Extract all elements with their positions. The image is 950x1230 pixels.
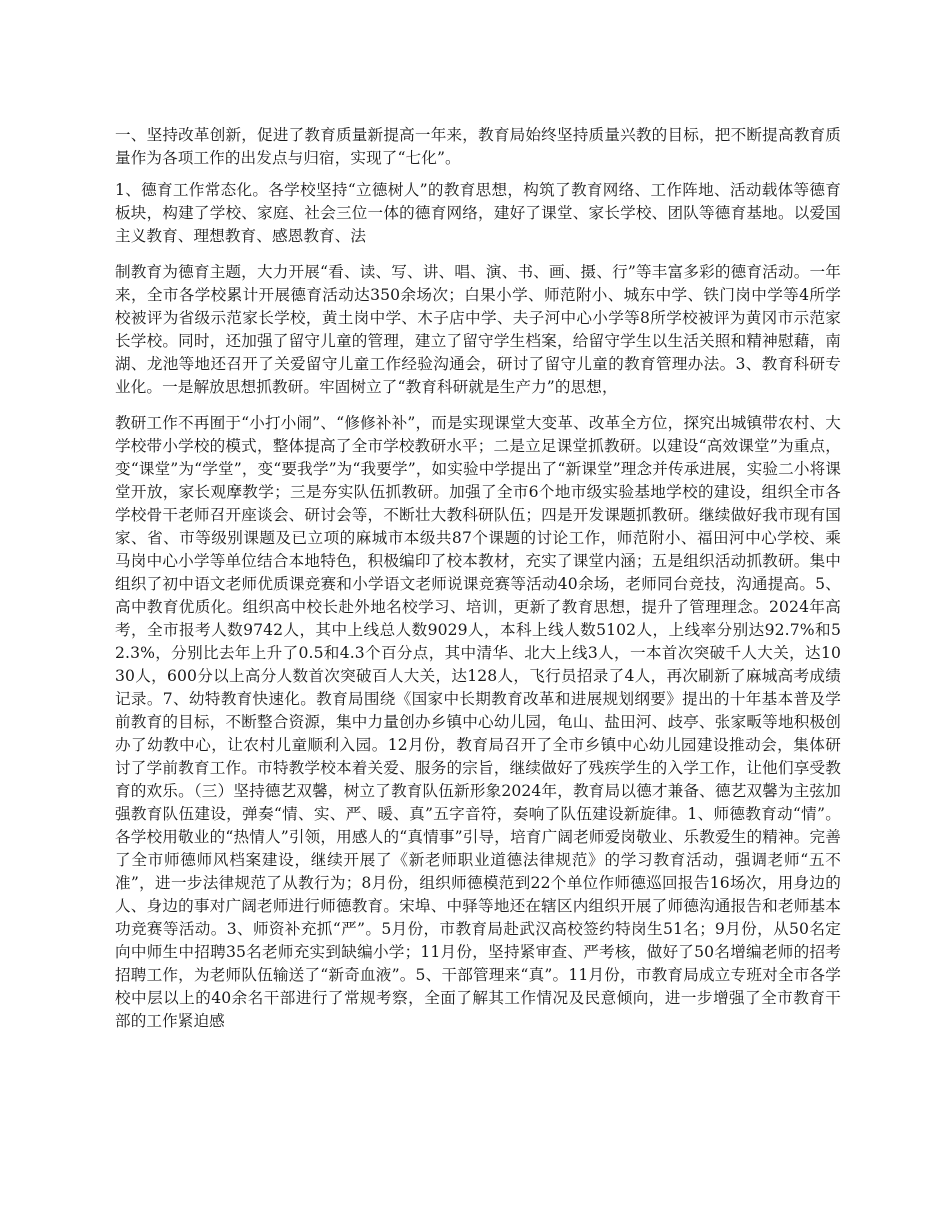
document-body <box>115 124 841 1033</box>
paragraph-research-and-teachers: 教研工作不再囿于“小打小闹”、“修修补补”，而是实现课堂大变革、改革全方位，探究出城镇带农村、大学校带小学校的模式，整体提高了全市学校教研水平；二是立足课堂抓教研。以建设“高效课堂”为重点，变“课堂”为“学堂”，变“要我学”为“我要学”，如实验中学提出了“新课堂”理念并传承进展，实验二小将课堂开放，家长观摩教学；三是夯实队伍抓教研。加强了全市6个地市级实验基地学校的建设，组织全市各学校骨干老师召开座谈会、研讨会等，不断壮大教科研队伍；四是开发课题抓教研。继续做好我市现有国家、省、市等级别课题及已立项的麻城市本级共87个课题的讨论工作，师范附小、福田河中心学校、乘马岗中心小学等单位结合本地特色，积极编印了校本教材，充实了课堂内涵；五是组织活动抓教研。集中组织了初中语文老师优质课竞赛和小学语文老师说课竞赛等活动40余场，老师同台竞技，沟通提高。5、高中教育优质化。组织高中校长赴外地名校学习、培训，更新了教育思想，提升了管理理念。2024年高考，全市报考人数9742人，其中上线总人数9029人，本科上线人数5102人，上线率分别达92.7%和52.3%，分别比去年上升了0.5和4.3个百分点，其中清华、北大上线3人，一本首次突破千人大关，达1030人，600分以上高分人数首次突破百人大关，达128人，飞行员招录了4人，再次刷新了麻城高考成绩记录。7、幼特教育快速化。教育局围绕《国家中长期教育改革和进展规划纲要》提出的十年基本普及学前教育的目标，不断整合资源，集中力量创办乡镇中心幼儿园，龟山、盐田河、歧亭、张家畈等地积极创办了幼教中心，让农村儿童顺利入园。12月份，教育局召开了全市乡镇中心幼儿园建设推动会，集体研讨了学前教育工作。市特教学校本着关爱、服务的宗旨，继续做好了残疾学生的入学工作，让他们享受教育的欢乐。（三）坚持德艺双馨，树立了教育队伍新形象2024年，教育局以德才兼备、德艺双馨为主弦加强教育队伍建设，弹奏“情、实、严、暖、真”五字音符，奏响了队伍建设新旋律。1、师德教育动“情”。各学校用敬业的“热情人”引领，用感人的“真情事”引导，培育广阔老师爱岗敬业、乐教爱生的精神。完善了全市师德师风档案建设，继续开展了《新老师职业道德法律规范》的学习教育活动，强调老师“五不准”，进一步法律规范了从教行为；8月份，组织师德模范到22个单位作师德巡回报告16场次，用身边的人、身边的事对广阔老师进行师德教育。宋埠、中驿等地还在辖区内组织开展了师德沟通报告和老师基本功竞赛等活动。3、师资补充抓“严”。5月份，市教育局赴武汉高校签约特岗生51名；9月份，从50名定向中师生中招聘35名老师充实到缺编小学；11月份，坚持紧审查、严考核，做好了50名增编老师的招考招聘工作，为老师队伍输送了“新奇血液”。5、干部管理来“真”。11月份，市教育局成立专班对全市各学校中层以上的40余名干部进行了常规考察，全面了解其工作情况及民意倾向，进一步增强了全市教育干部的工作紧迫感 <box>115 414 842 1030</box>
paragraph-moral-activities: 制教育为德育主题，大力开展“看、读、写、讲、唱、演、书、画、摄、行”等丰富多彩的德育活动。一年来，全市各学校累计开展德育活动达350余场次；白果小学、师范附小、城东中学、铁门岗中学等4所学校被评为省级示范家长学校，黄土岗中学、木子店中学、夫子河中心小学等8所学校被评为黄冈市示范家长学校。同时，还加强了留守儿童的管理，建立了留守学生档案，给留守学生以生活关照和精神慰藉，南湖、龙池等地还召开了关爱留守儿童工作经验沟通会，研讨了留守儿童的教育管理办法。3、教育科研专业化。一是解放思想抓教研。牢固树立了“教育科研就是生产力”的思想， <box>115 263 841 396</box>
paragraph-reform-innovation: 一、坚持改革创新，促进了教育质量新提高一年来，教育局始终坚持质量兴教的目标，把不断提高教育质量作为各项工作的出发点与归宿，实现了“七化”。 <box>115 126 841 167</box>
paragraph-moral-education: 1、德育工作常态化。各学校坚持“立德树人”的教育思想，构筑了教育网络、工作阵地、活动载体等德育板块，构建了学校、家庭、社会三位一体的德育网络，建好了课堂、家长学校、团队等德育基地。以爱国主义教育、理想教育、感恩教育、法 <box>115 181 841 245</box>
